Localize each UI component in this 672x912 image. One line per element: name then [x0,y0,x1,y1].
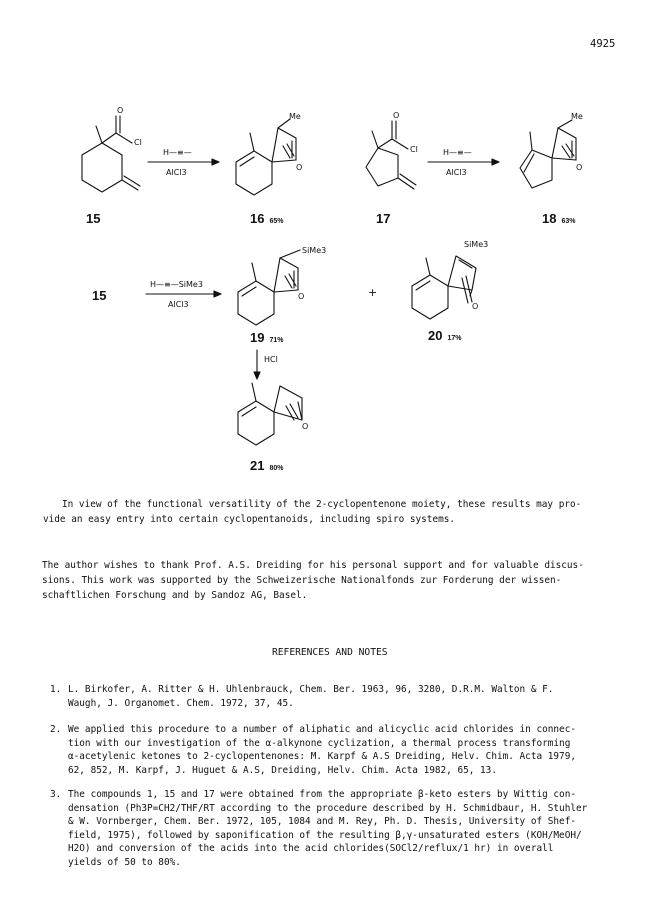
reference-line: & W. Vornberger, Chem. Ber. 1972, 105, 1084 and M. Rey, Ph. D. Thesis, University of Shef- [68,816,576,827]
reference-line: H2O) and conversion of the acids into the acid chlorides(SOCl2/reflux/1 hr) in overall [68,843,554,854]
compound-label-20: 20 17% [428,328,462,343]
compound-label-21: 21 80% [250,458,284,473]
reagent-2-bottom: AlCl3 [446,168,467,177]
reference-1 [50,683,553,710]
structure-16 [236,119,296,195]
atom-o-21: O [302,422,309,431]
atom-o-16: O [296,163,303,172]
reference-line: The compounds 1, 15 and 17 were obtained from the appropriate β-keto esters by Wittig con- [68,789,576,800]
structure-17 [366,121,416,189]
atom-sime3-19: SiMe3 [302,246,327,255]
atom-sime3-20: SiMe3 [464,240,489,249]
yield-21: 80% [269,465,284,472]
structure-21 [238,383,302,445]
references-heading: REFERENCES AND NOTES [272,647,388,658]
reference-number: 2. [50,724,62,735]
atom-o-20: O [472,302,479,311]
yield-20: 17% [447,335,462,342]
yield-19: 71% [269,337,284,344]
reference-line: We applied this procedure to a number of aliphatic and alicyclic acid chlorides in connec- [68,724,576,735]
reference-number: 1. [50,684,62,695]
yield-16: 65% [269,218,284,225]
yield-18: 63% [561,218,576,225]
reagent-1-top: H—≡— [163,148,192,157]
paragraph-line: schaftlichen Forschung and by Sandoz AG, Basel. [42,590,308,601]
compound-label-16: 16 65% [250,211,284,226]
reagent-3-top: H—≡—SiMe3 [150,280,203,289]
structure-20 [412,256,479,319]
plus-sign: + [368,286,378,299]
paragraph-line: In view of the functional versatility of the 2-cyclopentenone moiety, these results may pro- [62,499,582,510]
structure-15a [82,116,140,192]
compound-label-15b: 15 [92,288,107,303]
reference-line: field, 1975), followed by saponification of the resulting β,γ-unsaturated esters (KOH/MeOH/ [68,829,582,841]
reference-line: tion with our investigation of the α-alkynone cyclization, a thermal process transforming [68,737,571,749]
atom-me-16: Me [289,112,301,121]
paragraph-line: sions. This work was supported by the Schweizerische Nationalfonds zur Forderung der wissen- [42,575,562,586]
atom-o-17: O [393,111,400,120]
structure-18 [520,120,576,188]
reference-2 [50,723,576,777]
paragraph-conclusion [43,497,582,527]
atom-cl-17: Cl [410,145,418,154]
reagent-2-top: H—≡— [443,148,472,157]
page-number: 4925 [590,38,616,50]
reference-line: Waugh, J. Organomet. Chem. 1972, 37, 45. [68,697,294,709]
reference-number: 3. [50,789,62,800]
atom-o-19: O [298,292,305,301]
compound-label-17: 17 [376,211,391,226]
atom-me-18: Me [571,112,583,121]
paragraph-line: vide an easy entry into certain cyclopentanoids, including spiro systems. [43,514,456,525]
reference-line: 62, 852, M. Karpf, J. Huguet & A.S, Dreiding, Helv. Chim. Acta 1982, 65, 13. [68,764,497,776]
atom-o-18: O [576,163,583,172]
reagent-4: HCl [264,355,278,364]
paragraph-line: The author wishes to thank Prof. A.S. Dreiding for his personal support and for valuable discus- [42,560,584,571]
reference-line: yields of 50 to 80%. [68,856,181,868]
reagent-3-bottom: AlCl3 [168,300,189,309]
reference-line: L. Birkofer, A. Ritter & H. Uhlenbrauck, Chem. Ber. 1963, 96, 3280, D.R.M. Walton & F. [68,684,554,695]
atom-cl-15a: Cl [134,138,142,147]
reference-3 [50,788,587,869]
reference-line: densation (Ph3P=CH2/THF/RT according to the procedure described by H. Schmidbaur, H. Stuhler [68,802,588,814]
reference-line: α-acetylenic ketones to 2-cyclopentenones: M. Karpf & A.S Dreiding, Helv. Chim. Acta 1979, [68,751,576,762]
structure-19 [238,250,300,325]
compound-label-18: 18 63% [542,211,576,226]
compound-label-19: 19 71% [250,330,284,345]
atom-o-15a: O [117,106,124,115]
paragraph-acknowledgement [42,558,584,603]
compound-label-15a: 15 [86,211,101,226]
reagent-1-bottom: AlCl3 [166,168,187,177]
